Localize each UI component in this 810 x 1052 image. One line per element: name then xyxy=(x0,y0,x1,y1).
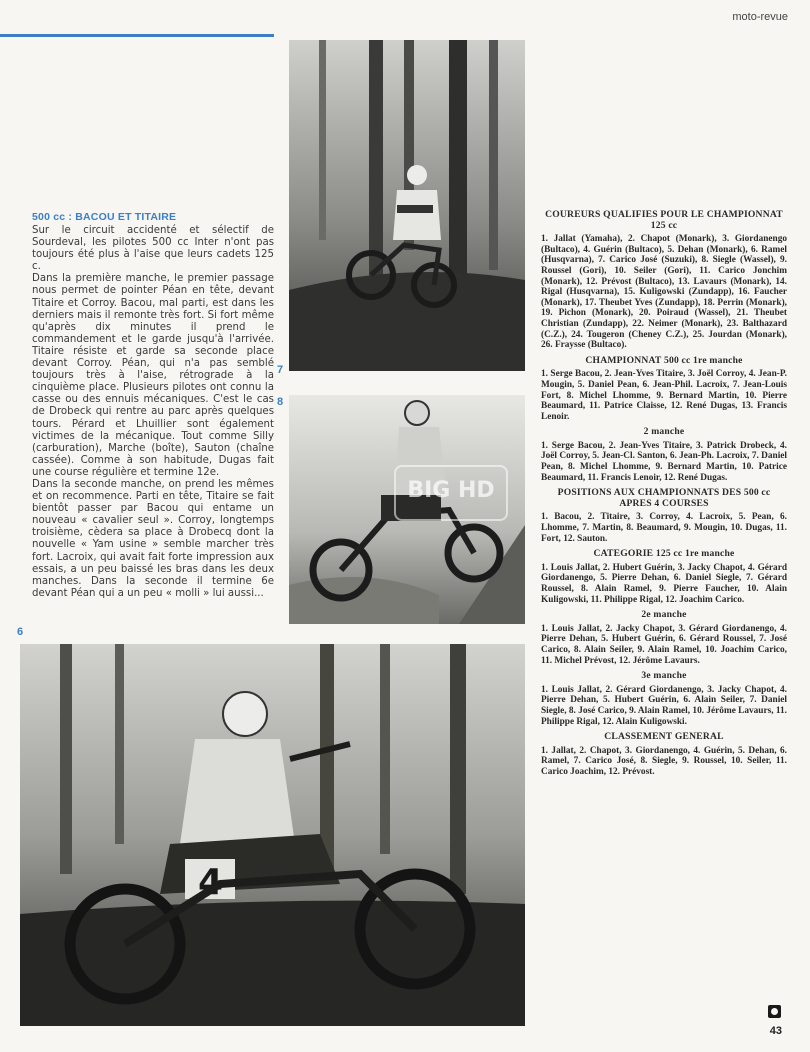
results-list: 1. Serge Bacou, 2. Jean-Yves Titaire, 3. Patrick Drobeck, 4. Joël Corroy, 5. Jean-Cl. Santon, 6. Jean-Ph. Lacroix, 7. Daniel Pean, 8. Michel Lhomme, 9. Bernard Martin, 10. Patrice Beaumard, 11. Francis Lenoir, 12. René Dugas. xyxy=(541,440,787,483)
results-block xyxy=(541,732,787,777)
results-heading: CLASSEMENT GENERAL xyxy=(604,731,724,743)
svg-text:4: 4 xyxy=(198,862,224,903)
magazine-logo-icon xyxy=(768,1005,781,1018)
results-block xyxy=(541,610,787,666)
results-block xyxy=(541,488,787,544)
results-block xyxy=(541,427,787,483)
results-heading: 2 manche xyxy=(643,426,685,438)
results-block xyxy=(541,671,787,727)
results-list: 1. Louis Jallat, 2. Gérard Giordanengo, 3. Jacky Chapot, 4. Pierre Dehan, 5. Hubert Guérin, 6. Alain Seiler, 7. Daniel Siegle, 8. José Carico, 9. Alain Ramel, 10. Jérôme Lavaurs, 11. Philippe Rigal, 12. Alain Kuligowski. xyxy=(541,684,787,727)
article-paragraph: Dans la première manche, le premier passage nous permet de pointer Péan en tête, devant Titaire et Corroy. Bacou, mal parti, est dans les derniers mais il remonte très fort. Si fort même qu'après dix minutes il prend le commandement et le garde jusqu'à l'arrivée. Titaire résiste et garde sa seconde place devant Corroy. Péan, qui n'a pas semblé toujours très à l'aise, rétrograde à la cinquième place. Plusieurs pilotes ont connu la casse ou des ennuis mécaniques. C'est le cas de Drobeck qui rentre au parc après quelques tours. Pérard et Lhuillier sont également victimes de la mécanique. Tout comme Silly (carburation), Marche (boîte), Sauton (chaîne cassée). Comme à son habitude, Dugas fait une course régulière et termine 12e. xyxy=(32,273,274,478)
results-heading: 2e manche xyxy=(641,609,687,621)
watermark-logo xyxy=(394,465,508,521)
results-block xyxy=(541,210,787,351)
article-body xyxy=(32,225,274,600)
results-heading: CHAMPIONNAT 500 cc 1re manche xyxy=(585,354,743,366)
photo-rider-jump xyxy=(289,395,525,624)
header-rule xyxy=(0,34,274,37)
watermark-text: BIG HD xyxy=(407,478,495,503)
results-list: 1. Jallat, 2. Chapot, 3. Giordanengo, 4. Guérin, 5. Dehan, 6. Ramel, 7. Carico José, 8. Siegle, 9. Roussel, 10. Seiler, 11. Carico Joachim, 12. Prévost. xyxy=(541,745,787,777)
figure-number-6: 6 xyxy=(17,626,24,638)
results-heading: CATEGORIE 125 cc 1re manche xyxy=(593,548,735,560)
results-list: 1. Serge Bacou, 2. Jean-Yves Titaire, 3. Joël Corroy, 4. Jean-P. Mougin, 5. Daniel Pean, 6. Jean-Phil. Lacroix, 7. Jean-Louis Fort, 8. Michel Lhomme, 9. Bernard Martin, 10. Pierre Beaumard, 11. Patrice Claisse, 12. René Dugas, 13. Francis Lenoir. xyxy=(541,369,787,422)
photo-rider-forest xyxy=(289,40,525,371)
results-column xyxy=(541,207,787,783)
article-paragraph: Dans la seconde manche, on prend les mêmes et on recommence. Parti en tête, Titaire se fait bientôt passer par Bacou qui entame un nouveau « cavalier seul ». Corroy, longtemps troisième, cèdera sa place à Drobecq dont la nouvelle « Yam usine » semble marcher très fort. Lacroix, qui avait fait forte impression aux essais, a un peu baissé les bras dans les deux manches. Dans la seconde il termine 6e devant Péan qui a un peu « molli » lui aussi... xyxy=(32,478,274,599)
results-block xyxy=(541,356,787,423)
magazine-brand: moto-revue xyxy=(732,11,788,23)
figure-number-7: 7 xyxy=(277,364,284,376)
results-list: 1. Louis Jallat, 2. Hubert Guérin, 3. Jacky Chapot, 4. Gérard Giordanengo, 5. Pierre Dehan, 6. Daniel Siegle, 7. Gérard Roussel, 8. Alain Ramel, 9. Pierre Faucher, 10. Alain Kuligowski, 11. Philippe Rigal, 12. Joachim Carico. xyxy=(541,562,787,605)
results-list: 1. Jallat (Yamaha), 2. Chapot (Monark), 3. Giordanengo (Bultaco), 4. Guérin (Bultaco), 5. Dehan (Monark), 6. Ramel (Husqvarna), 7. Carico José (Suzuki), 8. Siegle (Wassel), 9. Roussel (Gori), 10. Seiler (Gori), 11. Carico Jonchim (Monark), 12. Prévost (Bultaco), 13. Lavaurs (Monark), 14. Rigal (Husqvarna), 15. Kuligowski (Zundapp), 16. Faucher (Monark), 17. Theubet Yves (Zundapp), 18. Perrin (Monark), 19. Pichon (Monark), 20. Poiraud (Wassel), 21. Theubet Christian (Zundapp), 22. Neimer (Monark), 23. Balthazard (C.Z.), 24. Tougeron (Cheney C.Z.), 25. Jourdan (Monark), 26. Fraysse (Bultaco). xyxy=(541,234,787,351)
results-block xyxy=(541,549,787,605)
article-paragraph: Sur le circuit accidenté et sélectif de Sourdeval, les pilotes 500 cc Inter n'ont pas toujours été plus à l'aise que leurs cadets 125 c. xyxy=(32,225,274,273)
article-title: 500 cc : BACOU ET TITAIRE xyxy=(32,211,177,223)
results-list: 1. Louis Jallat, 2. Jacky Chapot, 3. Gérard Giordanengo, 4. Pierre Dehan, 5. Hubert Guérin, 6. Gérard Roussel, 7. José Carico, 8. Alain Seiler, 9. Alain Ramel, 10. Joachim Carico, 11. Michel Prévost, 12. Jérôme Lavaurs. xyxy=(541,623,787,666)
results-list: 1. Bacou, 2. Titaire, 3. Corroy, 4. Lacroix, 5. Pean, 6. Lhomme, 7. Martin, 8. Beaumard, 9. Mougin, 10. Dugas, 11. Fort, 12. Sauton. xyxy=(541,512,787,544)
results-heading: POSITIONS AUX CHAMPIONNATS DES 500 cc APRES 4 COURSES xyxy=(557,487,771,509)
figure-number-8: 8 xyxy=(277,396,284,408)
results-heading: 3e manche xyxy=(641,670,687,682)
photo-rider-number-4 xyxy=(20,644,525,1026)
page-number: 43 xyxy=(769,1025,782,1037)
results-heading: COUREURS QUALIFIES POUR LE CHAMPIONNAT 125 cc xyxy=(545,209,783,231)
